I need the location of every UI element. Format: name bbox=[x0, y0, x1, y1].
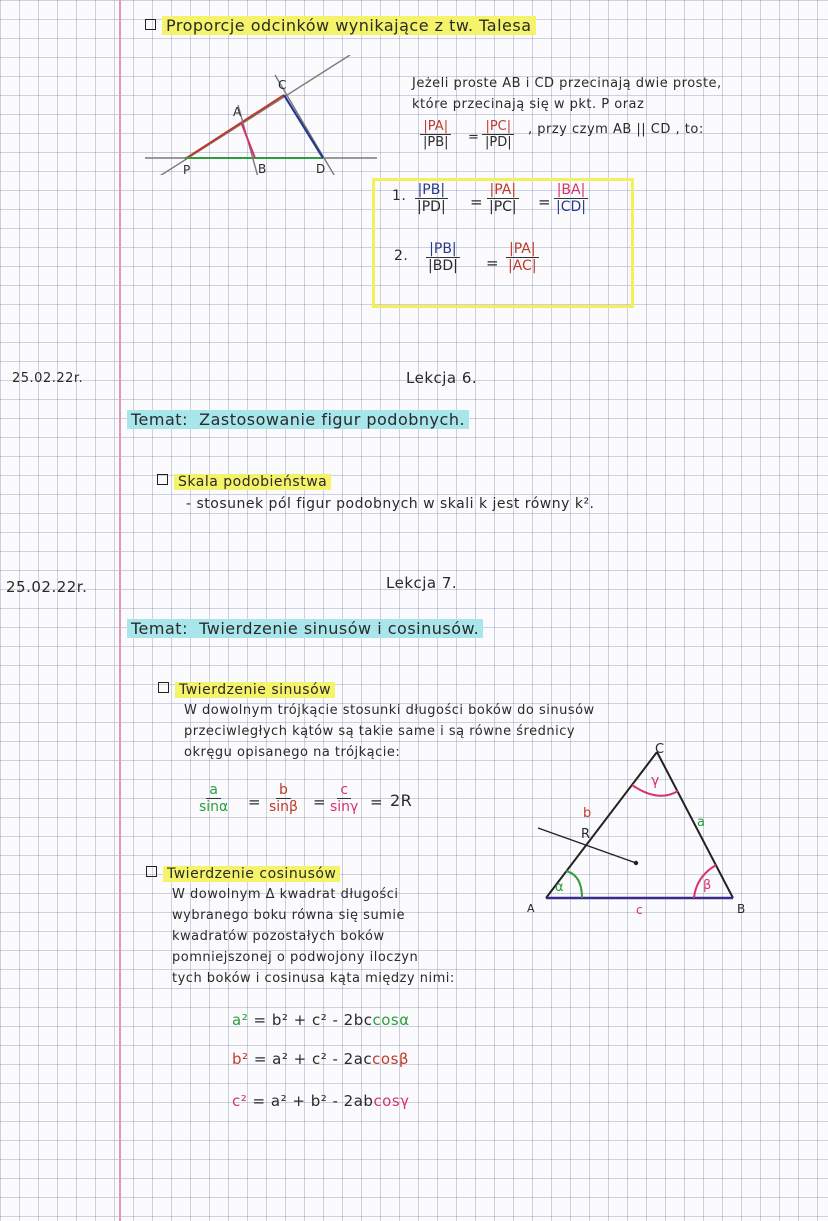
cosine-eq-a bbox=[232, 1011, 410, 1029]
cond-frac-1 bbox=[420, 119, 452, 150]
sine-frac-c-num: c bbox=[337, 782, 351, 799]
point-label-c: C bbox=[278, 78, 287, 92]
cosine-text-line3: kwadratów pozostałych boków bbox=[172, 929, 385, 944]
triangle-label-a: A bbox=[527, 902, 536, 915]
eq-c-lhs: c² bbox=[232, 1092, 248, 1110]
lesson6-title: Lekcja 6. bbox=[406, 369, 478, 387]
lesson7-date: 25.02.22r. bbox=[6, 578, 88, 596]
lesson6-topic bbox=[127, 410, 469, 429]
sine-frac-b bbox=[266, 782, 301, 815]
thales-diagram bbox=[145, 55, 385, 175]
point-label-a: A bbox=[233, 105, 242, 119]
sine-frac-c-den: sinγ bbox=[330, 799, 359, 815]
cond-den-2: |PD| bbox=[485, 135, 512, 150]
checkbox-icon bbox=[146, 866, 157, 877]
side-b bbox=[546, 752, 657, 898]
angle-label-beta: β bbox=[703, 878, 712, 893]
r2-num-2: |PA| bbox=[506, 241, 539, 258]
r1-den-2: |PC| bbox=[489, 199, 517, 215]
cosine-eq-b bbox=[232, 1050, 409, 1068]
checkbox-icon bbox=[157, 474, 168, 485]
sine-frac-a bbox=[196, 782, 231, 815]
eq-b-lhs: b² bbox=[232, 1050, 249, 1068]
r2-frac-2 bbox=[505, 241, 540, 274]
lesson6-subtitle-text: Skala podobieństwa bbox=[174, 474, 331, 490]
sine-frac-b-den: sinβ bbox=[269, 799, 298, 815]
cond-tail: , przy czym AB || CD , to: bbox=[528, 122, 704, 137]
thales-text-line1: Jeżeli proste AB i CD przecinają dwie proste, bbox=[412, 76, 722, 91]
radius-label: R bbox=[581, 827, 591, 842]
notebook-margin-line bbox=[119, 0, 121, 1221]
triangle-label-b: B bbox=[737, 902, 746, 916]
cond-eq: = bbox=[468, 130, 479, 145]
sine-frac-c bbox=[327, 782, 361, 815]
circumcenter-dot bbox=[634, 861, 638, 865]
triangle-diagram bbox=[530, 735, 770, 925]
cosine-eq-c bbox=[232, 1092, 410, 1110]
sine-frac-b-num: b bbox=[276, 782, 291, 799]
cond-num-2: |PC| bbox=[482, 119, 514, 135]
r1-num-2: |PA| bbox=[487, 182, 520, 199]
r1-num-3: |BA| bbox=[554, 182, 589, 199]
r1-eq-1: = bbox=[470, 193, 483, 211]
sine-theorem-title-text: Twierdzenie sinusów bbox=[175, 682, 335, 698]
checkbox-icon bbox=[158, 682, 169, 693]
side-label-c: c bbox=[636, 903, 644, 917]
r2-frac-1 bbox=[425, 241, 461, 274]
sine-result-2r: 2R bbox=[390, 791, 413, 810]
lesson6-text: - stosunek pól figur podobnych w skali k jest równy k². bbox=[186, 496, 595, 512]
lesson6-subtitle bbox=[157, 474, 331, 490]
sine-eq-3: = bbox=[370, 793, 383, 811]
lesson7-topic bbox=[127, 619, 483, 638]
r1-num-1: |PB| bbox=[415, 182, 448, 199]
r1-den-1: |PD| bbox=[417, 199, 446, 215]
cosine-theorem-title bbox=[146, 866, 340, 882]
angle-alpha-arc bbox=[566, 871, 582, 898]
eq-a-mid: = b² + c² - 2bc bbox=[253, 1011, 373, 1029]
point-label-b: B bbox=[258, 162, 267, 176]
eq-b-mid: = a² + c² - 2ac bbox=[253, 1050, 373, 1068]
checkbox-icon bbox=[145, 19, 156, 30]
r2-num-1: |PB| bbox=[426, 241, 459, 258]
sine-theorem-title bbox=[158, 682, 335, 698]
side-label-b: b bbox=[583, 806, 592, 821]
point-label-d: D bbox=[316, 162, 326, 176]
triangle-label-c: C bbox=[655, 742, 665, 757]
thales-text-line2: które przecinają się w pkt. P oraz bbox=[412, 97, 645, 112]
section-title-text: Proporcje odcinków wynikające z tw. Talesa bbox=[162, 16, 536, 35]
r1-frac-1 bbox=[414, 182, 449, 215]
sine-eq-1: = bbox=[248, 793, 261, 811]
sine-frac-a-den: sinα bbox=[199, 799, 229, 815]
r2-eq: = bbox=[486, 254, 499, 272]
lesson7-topic-label: Temat: bbox=[131, 619, 188, 638]
angle-label-alpha: α bbox=[555, 880, 565, 895]
sine-text-line2: przeciwległych kątów są takie same i są równe średnicy bbox=[184, 724, 576, 739]
lesson6-date: 25.02.22r. bbox=[12, 371, 84, 386]
result-1-index: 1. bbox=[392, 188, 407, 204]
cosine-text-line1: W dowolnym Δ kwadrat długości bbox=[172, 887, 399, 902]
eq-c-mid: = a² + b² - 2ab bbox=[252, 1092, 374, 1110]
segment-ab bbox=[241, 122, 255, 158]
r2-den-2: |AC| bbox=[508, 258, 537, 274]
r1-den-3: |CD| bbox=[556, 199, 586, 215]
result-2-index: 2. bbox=[394, 248, 409, 264]
lesson7-title: Lekcja 7. bbox=[386, 574, 458, 592]
eq-b-fn: cosβ bbox=[372, 1050, 409, 1068]
lesson7-topic-text: Twierdzenie sinusów i cosinusów. bbox=[199, 619, 480, 638]
cond-num-1: |PA| bbox=[420, 119, 451, 135]
sine-text-line3: okręgu opisanego na trójkącie: bbox=[184, 745, 401, 760]
side-a bbox=[657, 752, 733, 898]
sine-text-line1: W dowolnym trójkącie stosunki długości boków do sinusów bbox=[184, 703, 595, 718]
cond-den-1: |PB| bbox=[423, 135, 449, 150]
lesson6-topic-label: Temat: bbox=[131, 410, 188, 429]
eq-a-fn: cosα bbox=[372, 1011, 410, 1029]
cosine-text-line5: tych boków i cosinusa kąta między nimi: bbox=[172, 971, 455, 986]
lesson6-topic-text: Zastosowanie figur podobnych. bbox=[199, 410, 466, 429]
segment-cd bbox=[284, 95, 323, 158]
sine-eq-2: = bbox=[313, 793, 326, 811]
sine-frac-a-num: a bbox=[206, 782, 221, 799]
point-label-p: P bbox=[183, 163, 191, 177]
cosine-text-line2: wybranego boku równa się sumie bbox=[172, 908, 405, 923]
r1-frac-3 bbox=[553, 182, 589, 215]
angle-label-gamma: γ bbox=[651, 773, 660, 789]
eq-a-lhs: a² bbox=[232, 1011, 249, 1029]
r1-frac-2 bbox=[486, 182, 520, 215]
side-label-a: a bbox=[697, 815, 706, 830]
r1-eq-2: = bbox=[538, 193, 551, 211]
r2-den-1: |BD| bbox=[428, 258, 458, 274]
cond-frac-2 bbox=[482, 119, 515, 150]
cosine-text-line4: pomniejszonej o podwojony iloczyn bbox=[172, 950, 419, 965]
section-title-thales bbox=[145, 16, 536, 35]
eq-c-fn: cosγ bbox=[373, 1092, 410, 1110]
cosine-theorem-title-text: Twierdzenie cosinusów bbox=[163, 866, 340, 882]
